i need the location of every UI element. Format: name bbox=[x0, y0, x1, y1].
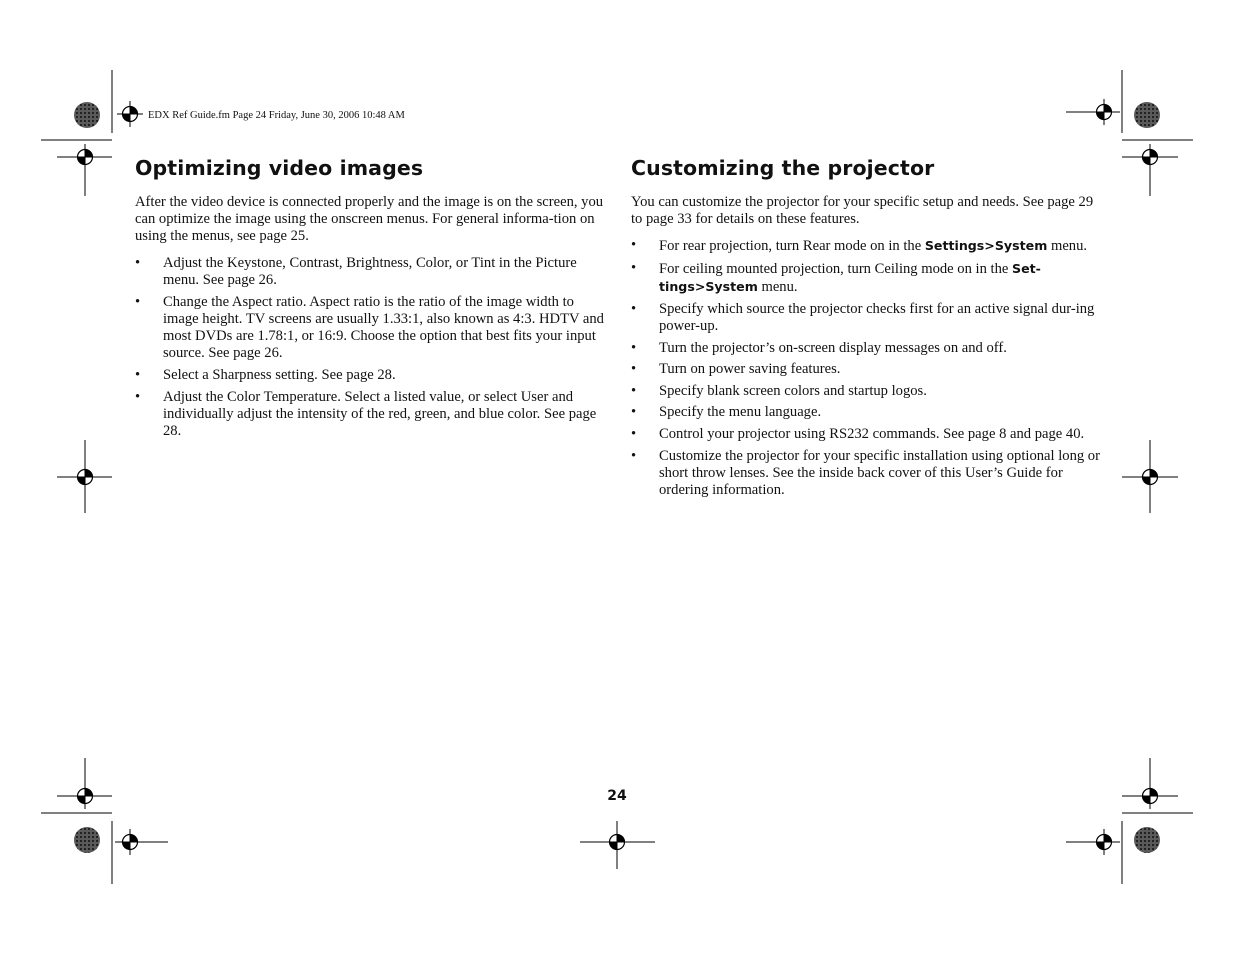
list-item bbox=[631, 301, 1103, 335]
list-item-text: Customize the projector for your specific installation using optional long or short throw lenses. See the inside back cover of this User’s Guide for ordering information. bbox=[659, 447, 1100, 498]
registration-mark-icon bbox=[604, 829, 630, 855]
section-title: Optimizing video images bbox=[135, 156, 424, 180]
registration-mark-icon bbox=[72, 464, 98, 490]
list-item-text: Turn the projector’s on-screen display messages on and off. bbox=[659, 339, 1007, 356]
bottom-right-marks bbox=[1066, 758, 1193, 884]
bullet-icon: • bbox=[631, 339, 637, 356]
starburst-icon bbox=[74, 827, 100, 853]
bullet-list bbox=[135, 255, 605, 441]
list-item-text: Adjust the Keystone, Contrast, Brightness, Color, or Tint in the Picture menu. See page 26. bbox=[163, 254, 577, 288]
bottom-left-marks bbox=[41, 758, 168, 884]
bullet-icon: • bbox=[135, 254, 141, 271]
list-item bbox=[631, 237, 1103, 255]
list-item bbox=[631, 404, 1103, 421]
bottom-center-marks bbox=[580, 821, 655, 869]
registration-mark-icon bbox=[72, 783, 98, 809]
list-item-text: For ceiling mounted projection, turn Ceiling mode on in the bbox=[659, 261, 1013, 277]
bullet-icon: • bbox=[631, 447, 637, 464]
list-item-text: Adjust the Color Temperature. Select a listed value, or select User and individually adjust the intensity of the red, green, and blue color. See page 28. bbox=[163, 388, 597, 440]
list-item bbox=[631, 340, 1103, 357]
section-intro: You can customize the projector for your specific setup and needs. See page 29 to page 33 for details on these features. bbox=[631, 194, 1094, 228]
bullet-icon: • bbox=[135, 388, 141, 405]
bullet-icon: • bbox=[135, 367, 141, 384]
bullet-icon: • bbox=[631, 260, 637, 276]
registration-mark-icon bbox=[1137, 783, 1163, 809]
list-item-text: Control your projector using RS232 commands. See page 8 and page 40. bbox=[659, 425, 1085, 442]
bullet-icon: • bbox=[631, 300, 637, 317]
bullet-icon: • bbox=[135, 293, 141, 310]
registration-mark-icon bbox=[1091, 829, 1117, 855]
menu-path: Set-tings>System bbox=[659, 261, 1041, 295]
list-item-text: menu. bbox=[1047, 238, 1088, 255]
list-item-text: Select a Sharpness setting. See page 28. bbox=[163, 367, 396, 384]
bullet-icon: • bbox=[631, 237, 637, 254]
starburst-icon bbox=[1134, 102, 1160, 128]
starburst-icon bbox=[74, 102, 100, 128]
starburst-icon bbox=[1134, 827, 1160, 853]
list-item-text: Specify which source the projector checks first for an active signal dur-ing power-up. bbox=[659, 300, 1095, 334]
bullet-list bbox=[631, 237, 1103, 499]
list-item-text: Turn on power saving features. bbox=[659, 361, 841, 378]
customizing-projector-section bbox=[631, 156, 1103, 504]
optimizing-video-section bbox=[135, 156, 605, 445]
section-title: Customizing the projector bbox=[631, 156, 935, 180]
list-item bbox=[135, 367, 605, 384]
bullet-icon: • bbox=[631, 382, 637, 399]
list-item bbox=[631, 426, 1103, 443]
menu-path: Settings>System bbox=[924, 238, 1048, 254]
registration-mark-icon bbox=[117, 829, 143, 855]
registration-mark-icon bbox=[1137, 144, 1163, 170]
list-item-text: For rear projection, turn Rear mode on in the bbox=[659, 238, 925, 255]
list-item-text: Specify blank screen colors and startup logos. bbox=[659, 382, 927, 399]
list-item bbox=[631, 448, 1103, 500]
list-item bbox=[135, 255, 605, 289]
registration-mark-icon bbox=[1091, 99, 1117, 125]
bullet-icon: • bbox=[631, 404, 637, 421]
section-intro: After the video device is connected properly and the image is on the screen, you can optimize the image using the onscreen menus. For general informa-tion on using the menus, see page 25. bbox=[135, 194, 604, 245]
list-item-text: Change the Aspect ratio. Aspect ratio is the ratio of the image width to image height. TV screens are usually 1.33:1, also known as 4:3. HDTV and most DVDs are 1.78:1, or 16:9. Choose the option that best fits your input source. See page 26. bbox=[163, 293, 604, 362]
registration-mark-icon bbox=[1137, 464, 1163, 490]
bullet-icon: • bbox=[631, 361, 637, 378]
list-item bbox=[135, 294, 605, 363]
page-number: 24 bbox=[607, 788, 627, 804]
file-header-slug: EDX Ref Guide.fm Page 24 Friday, June 30, 2006 10:48 AM bbox=[148, 110, 405, 121]
bullet-icon: • bbox=[631, 425, 637, 442]
list-item bbox=[631, 383, 1103, 400]
list-item-text: Specify the menu language. bbox=[659, 404, 822, 421]
top-left-marks bbox=[41, 70, 143, 196]
registration-mark-icon bbox=[117, 101, 143, 127]
list-item bbox=[135, 389, 605, 441]
list-item-text: menu. bbox=[757, 279, 798, 296]
list-item bbox=[631, 361, 1103, 378]
registration-mark-icon bbox=[72, 144, 98, 170]
list-item bbox=[631, 260, 1103, 296]
